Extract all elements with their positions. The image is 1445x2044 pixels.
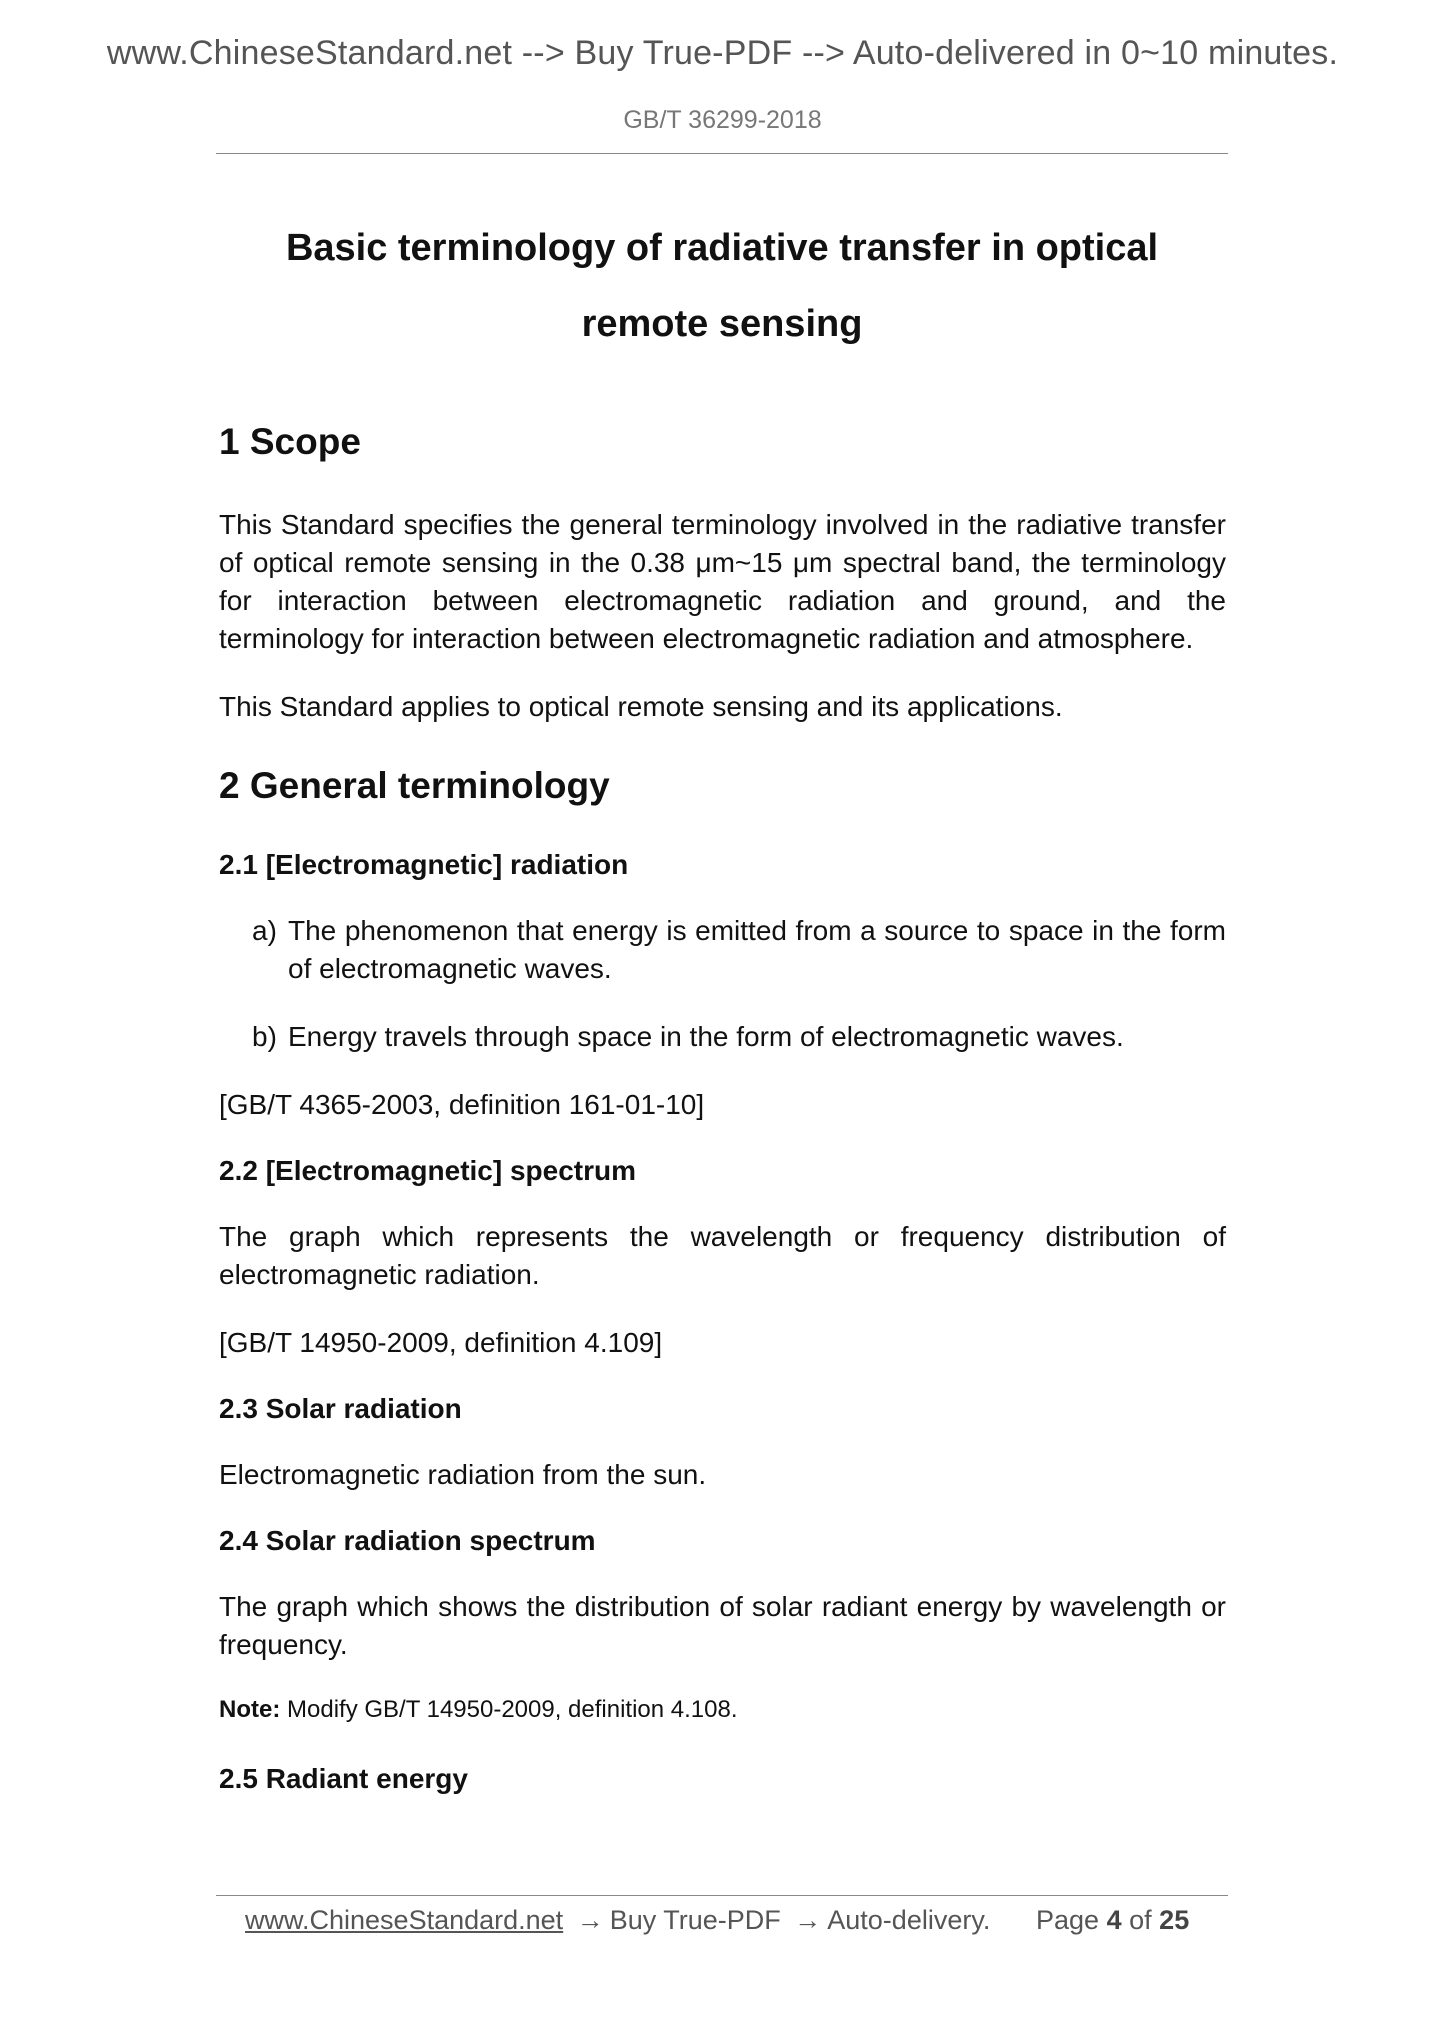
document-body <box>219 420 1226 1826</box>
title-line-2: remote sensing <box>581 303 863 345</box>
list-item <box>219 912 1226 988</box>
term-2-1-definitions <box>219 912 1226 1056</box>
note-text: Modify GB/T 14950-2009, definition 4.108. <box>287 1696 738 1723</box>
term-2-2-definition: The graph which represents the wavelength or frequency distribution of electromagnetic radiation. <box>219 1221 1226 1290</box>
scope-paragraph-1: This Standard specifies the general terminology involved in the radiative transfer of optical remote sensing in the 0.38 μm~15 μm spectral band, the terminology for interaction between electromagnetic radiation and ground, and the terminology for interaction between electromagnetic radiation and atmosphere. <box>219 509 1226 654</box>
term-heading-2-3: 2.3 Solar radiation <box>219 1393 462 1424</box>
term-heading-2-2: 2.2 [Electromagnetic] spectrum <box>219 1155 637 1186</box>
site-banner: www.ChineseStandard.net --> Buy True-PDF --> Auto-delivered in 0~10 minutes. <box>106 34 1339 72</box>
term-2-3-definition: Electromagnetic radiation from the sun. <box>219 1459 707 1490</box>
document-title <box>216 210 1228 362</box>
term-2-4-note <box>219 1694 1226 1726</box>
list-item-text: The phenomenon that energy is emitted from a source to space in the form of electromagnetic waves. <box>288 915 1226 984</box>
page-total: 25 <box>1159 1905 1190 1935</box>
list-item-text: Energy travels through space in the form of electromagnetic waves. <box>288 1021 1124 1052</box>
footer-divider <box>216 1895 1228 1896</box>
term-heading-2-4: 2.4 Solar radiation spectrum <box>219 1525 596 1556</box>
page-current: 4 <box>1106 1905 1122 1935</box>
list-marker: a) <box>252 915 277 946</box>
list-item <box>219 1018 1226 1056</box>
page-footer <box>245 1902 1205 1938</box>
term-heading-2-1: 2.1 [Electromagnetic] radiation <box>219 849 629 880</box>
list-marker: b) <box>252 1021 277 1052</box>
scope-paragraph-2: This Standard applies to optical remote sensing and its applications. <box>219 691 1063 722</box>
document-number: GB/T 36299-2018 <box>623 106 822 134</box>
page-indicator <box>1036 1902 1189 1938</box>
section-heading-scope: 1 Scope <box>219 421 361 462</box>
term-2-1-reference: [GB/T 4365-2003, definition 161-01-10] <box>219 1089 705 1120</box>
title-line-1: Basic terminology of radiative transfer in optical <box>285 227 1159 269</box>
header-divider <box>216 153 1228 154</box>
footer-delivery-text: Auto-delivery. <box>827 1905 991 1935</box>
arrow-right-icon: → <box>794 1905 822 1935</box>
arrow-right-icon: → <box>576 1905 604 1935</box>
note-label: Note: <box>219 1696 281 1723</box>
footer-buy-text: Buy True-PDF <box>609 1905 781 1935</box>
page-label: Page <box>1036 1905 1100 1935</box>
footer-site-link[interactable]: www.ChineseStandard.net <box>245 1905 564 1935</box>
term-heading-2-5: 2.5 Radiant energy <box>219 1763 468 1794</box>
page-of: of <box>1129 1905 1152 1935</box>
section-heading-general: 2 General terminology <box>219 765 610 806</box>
term-2-2-reference: [GB/T 14950-2009, definition 4.109] <box>219 1327 663 1358</box>
term-2-4-definition: The graph which shows the distribution of solar radiant energy by wavelength or frequency. <box>219 1591 1226 1660</box>
